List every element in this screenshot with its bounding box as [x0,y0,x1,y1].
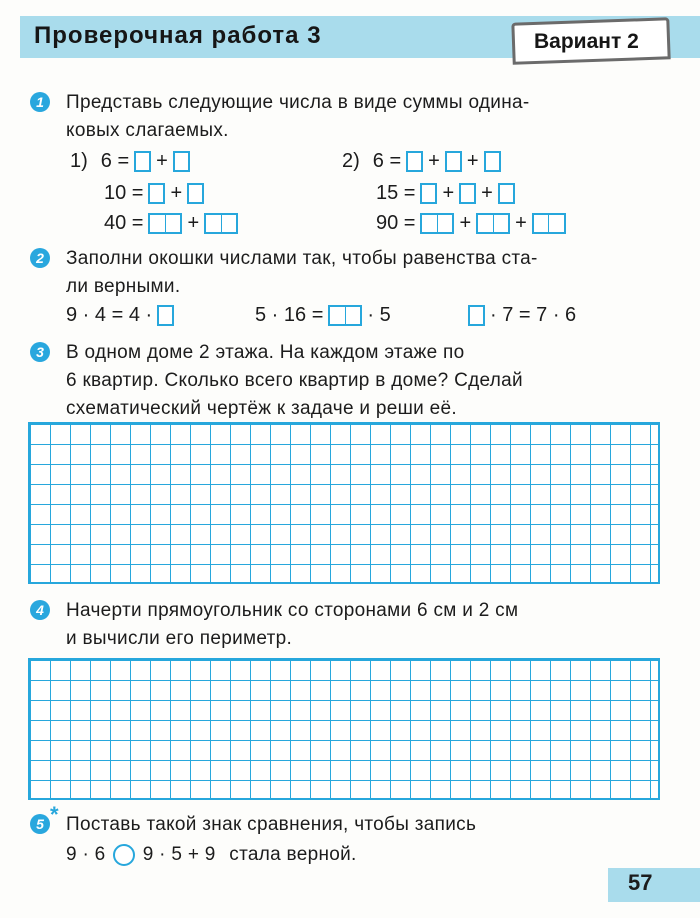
answer-box-double[interactable] [204,213,238,234]
answer-box[interactable] [187,183,204,204]
answer-box[interactable] [134,151,151,172]
answer-box[interactable] [157,305,174,326]
task-1-expr: 10 = [104,182,144,204]
answer-box[interactable] [459,183,476,204]
task-1-expr: 15 = [376,182,416,204]
answer-box[interactable] [420,183,437,204]
star-icon: * [50,802,59,827]
task-1-text-line-2: ковых слагаемых. [66,120,229,141]
variant-label: Вариант 2 [534,30,639,53]
task-2-equation-3 [468,304,576,327]
task-3-number: 3 [30,342,50,362]
answer-box[interactable] [468,305,485,326]
task-5-expression [66,844,357,866]
page-title: Проверочная работа 3 [34,22,322,49]
equation-text: 9 · 4 = 4 · [66,304,153,326]
task-1-row-3-right [376,212,566,235]
task-1-expr: 90 = [376,212,416,234]
expr-left: 9 · 6 [66,844,106,866]
task-3-text-line-2: 6 квартир. Сколько всего квартир в доме? Сделай [66,370,523,391]
plus-sign: + [466,150,479,172]
task-2-equation-1 [66,304,174,327]
task-1-row-1-right [342,150,501,173]
equation-text: · 7 = 7 · 6 [490,304,577,326]
task-1-row-3-left [104,212,238,235]
answer-box-double[interactable] [148,213,182,234]
plus-sign: + [442,182,455,204]
answer-box[interactable] [173,151,190,172]
task-5-text-line-1: Поставь такой знак сравнения, чтобы запись [66,814,477,835]
task-4-text-line-2: и вычисли его периметр. [66,628,293,649]
equation-text: · 5 [367,304,391,326]
comparison-circle[interactable] [113,844,135,866]
task-1-row-2-right [376,182,515,205]
task-4-number: 4 [30,600,50,620]
equation-text: 5 · 16 = [255,304,324,326]
task-4-answer-grid[interactable] [28,658,660,800]
task-2-equation-2 [255,304,391,327]
task-1-number: 1 [30,92,50,112]
task-1-text-line-1: Представь следующие числа в виде суммы одина- [66,92,530,113]
page-number-band [608,868,700,902]
task-1-expr: 6 = [372,150,402,172]
expr-right: 9 · 5 + 9 [142,844,216,866]
task-2-text-line-2: ли верными. [66,276,181,297]
plus-sign: + [481,182,493,204]
plus-sign: + [459,212,472,234]
task-3-text-line-3: схематический чертёж к задаче и реши её. [66,398,457,419]
task-2-text-line-1: Заполни окошки числами так, чтобы равенства ста- [66,248,538,269]
task-1-label-2: 2) [342,150,360,172]
task-4-text-line-1: Начерти прямоугольник со сторонами 6 см и 2 см [66,600,519,621]
answer-box-double[interactable] [328,305,362,326]
plus-sign: + [170,182,183,204]
answer-box-double[interactable] [420,213,454,234]
plus-sign: + [156,150,168,172]
task-3-text-line-1: В одном доме 2 этажа. На каждом этаже по [66,342,465,363]
task-5-number: 5 [30,814,50,834]
answer-box[interactable] [498,183,515,204]
task-1-label-1: 1) [70,150,88,172]
expr-tail: стала верной. [229,844,357,866]
task-3-answer-grid[interactable] [28,422,660,584]
answer-box[interactable] [484,151,501,172]
answer-box[interactable] [445,151,462,172]
task-1-row-1-left [70,150,190,173]
task-1-row-2-left [104,182,204,205]
page-number: 57 [628,870,653,895]
plus-sign: + [515,212,527,234]
plus-sign: + [187,212,200,234]
plus-sign: + [428,150,440,172]
task-1-expr: 6 = [100,150,130,172]
task-1-expr: 40 = [104,212,144,234]
answer-box[interactable] [406,151,423,172]
task-2-number: 2 [30,248,50,268]
answer-box-double[interactable] [476,213,510,234]
answer-box[interactable] [148,183,165,204]
answer-box-double[interactable] [532,213,566,234]
